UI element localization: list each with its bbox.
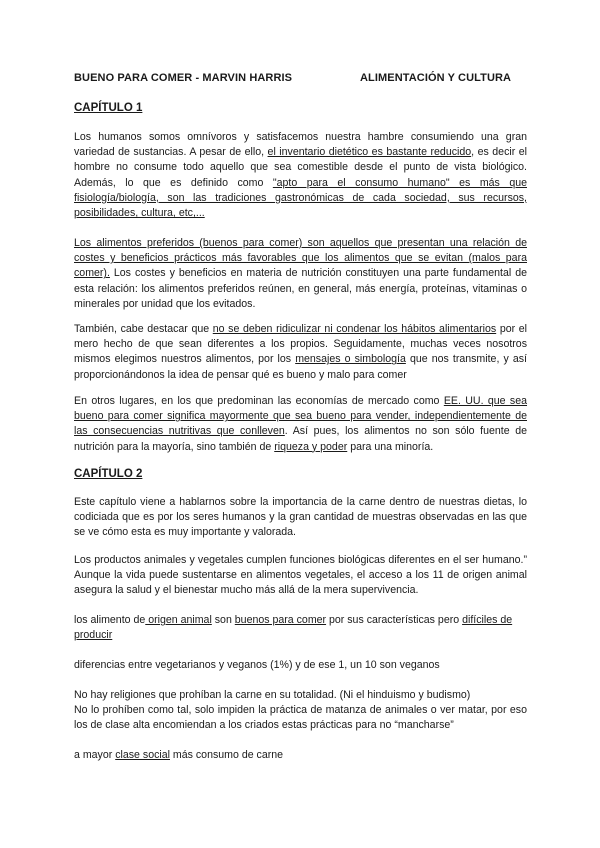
chapter-2-paragraph-5b: No lo prohíben como tal, solo impiden la práctica de matanza de animales o ver matar, por eso los de clase alta encomiendan a los criados estas prácticas para no “mancharse” <box>74 704 527 732</box>
chapter-1-title: CAPÍTULO 1 <box>74 102 143 114</box>
underlined-phrase: "apto para el consumo humano" es más que fisiología/biología, son las tradiciones gastronómicas de cada sociedad, sus recursos, posibilidades, cultura, etc,... <box>74 176 527 220</box>
underlined-phrase: mensajes o simbología <box>295 353 406 366</box>
underlined-phrase: EE. UU. que sea bueno para comer significa mayormente que sea bueno para vender, independientemente de las consecuencias nutritivas que conlleven <box>74 395 528 438</box>
underlined-phrase: el inventario dietético es bastante reducido <box>267 146 472 159</box>
underlined-phrase: Los alimentos preferidos (buenos para comer) son aquellos que presentan una relación de costes y beneficios prácticos más favorables que los alimentos que se evitan (malos para comer). <box>74 237 527 280</box>
underlined-phrase: clase social <box>115 749 170 761</box>
underlined-phrase: difíciles de producir <box>74 614 513 642</box>
chapter-2-paragraph-3 <box>74 613 527 643</box>
text-run: por el mero hecho de que sean diferentes a los propios. Seguidamente, muchas veces nosotros mismos elegimos nuestros alimentos, por los <box>74 323 527 366</box>
chapter-2-paragraph-6 <box>74 748 527 763</box>
chapter-2-title: CAPÍTULO 2 <box>74 468 143 480</box>
header-title-right: ALIMENTACIÓN Y CULTURA <box>360 72 512 84</box>
underlined-phrase: origen animal <box>145 614 212 626</box>
underlined-phrase: no se deben ridiculizar ni condenar los hábitos alimentarios <box>212 323 497 335</box>
chapter-1-paragraph-4 <box>74 394 527 455</box>
text-run: son <box>211 614 235 626</box>
chapter-1-paragraph-1 <box>74 130 527 221</box>
chapter-1-paragraph-2 <box>74 236 527 312</box>
text-run: para una minoría. <box>347 440 434 453</box>
header-title-left: BUENO PARA COMER - MARVIN HARRIS <box>74 72 293 84</box>
text-run: que nos transmite, y así proporcionándonos la idea de pensar qué es bueno y malo para comer <box>74 353 528 381</box>
text-run: Los costes y beneficios en materia de nutrición constituyen una parte fundamental de esta relación: los alimentos preferidos reúnen, en general, más energía, proteínas, vitaminas o minerales por unidad que los evitados. <box>74 267 527 310</box>
text-run: por sus características pero <box>326 614 463 626</box>
underlined-phrase: buenos para comer <box>234 614 327 626</box>
chapter-1-paragraph-3 <box>74 322 527 383</box>
text-run: También, cabe destacar que <box>74 323 213 335</box>
text-run: más consumo de carne <box>169 749 284 761</box>
text-run: . Así pues, los alimentos no son sólo fuente de nutrición para la mayoría, sino también de <box>74 425 527 453</box>
chapter-2-paragraph-4: diferencias entre vegetarianos y veganos (1%) y de ese 1, un 10 son veganos <box>74 659 440 671</box>
text-run: a mayor <box>74 749 116 761</box>
underlined-phrase: riqueza y poder <box>274 440 348 453</box>
text-run: los alimento de <box>74 614 146 626</box>
text-run: , es decir el hombre no consume todo aquello que sea comestible desde el punto de vista biológico. Además, lo que es definido como <box>74 146 527 189</box>
chapter-2-paragraph-5a: No hay religiones que prohíban la carne en su totalidad. (Ni el hinduismo y budismo) <box>74 689 471 701</box>
text-run: Los humanos somos omnívoros y satisfacemos nuestra hambre consumiendo una gran variedad de sustancias. A pesar de ello, <box>74 131 527 159</box>
text-run: En otros lugares, en los que predominan las economías de mercado como <box>74 395 444 407</box>
chapter-2-paragraph-2: Los productos animales y vegetales cumplen funciones biológicas diferentes en el ser humano.” Aunque la vida puede sustentarse en alimentos vegetales, el acceso a los 11 de origen animal asegura la salud y el bienestar mucho más allá de la mera supervivencia. <box>74 554 527 597</box>
chapter-2-paragraph-1: Este capítulo viene a hablarnos sobre la importancia de la carne dentro de nuestras dietas, lo codiciada que es por los seres humanos y la gran cantidad de muestras observadas en las que se ve cómo esta es muy importante y valorada. <box>74 496 527 539</box>
